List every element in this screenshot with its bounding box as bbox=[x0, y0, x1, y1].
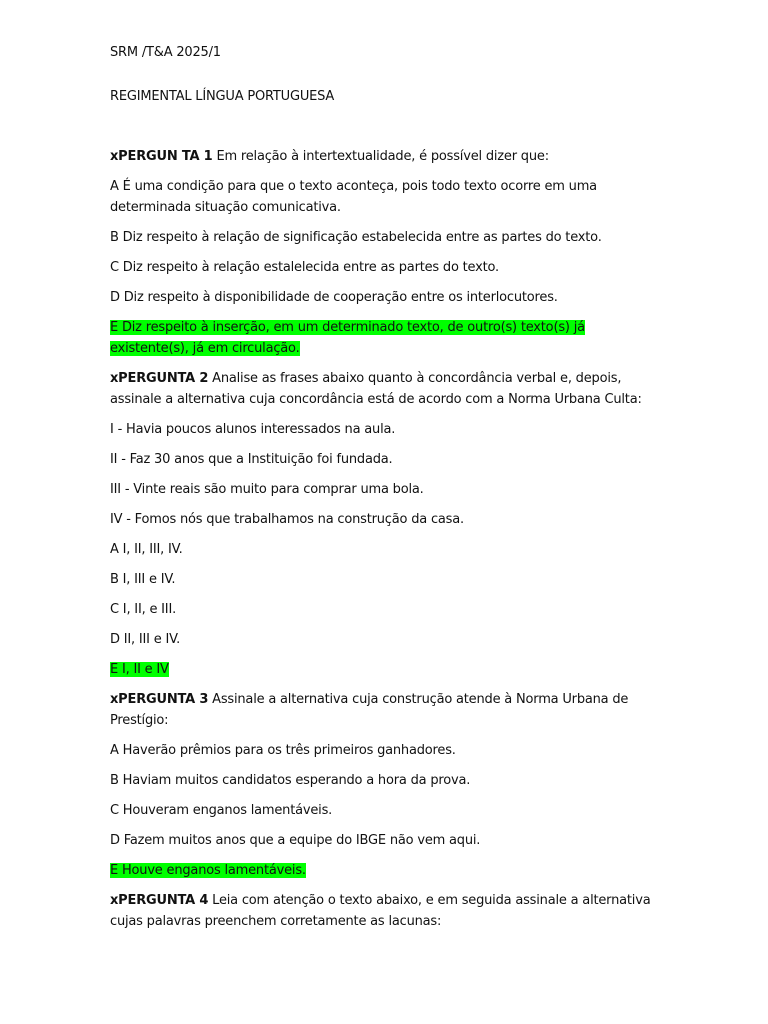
option-d: D Diz respeito à disponibilidade de cooperação entre os interlocutores. bbox=[110, 290, 558, 305]
question-prompt bbox=[110, 368, 662, 410]
option-d: D II, III e IV. bbox=[110, 632, 181, 647]
answer-highlight: E Diz respeito à inserção, em um determinado texto, de outro(s) texto(s) já existente(s), já em circulação. bbox=[110, 320, 585, 356]
option-c: C Houveram enganos lamentáveis. bbox=[110, 803, 333, 818]
question-prompt bbox=[110, 890, 662, 932]
answer-highlight: E I, II e IV bbox=[110, 662, 169, 677]
question-3 bbox=[110, 689, 662, 881]
option-d: D Fazem muitos anos que a equipe do IBGE não vem aqui. bbox=[110, 833, 481, 848]
spacer bbox=[110, 107, 662, 146]
option-c: C I, II, e III. bbox=[110, 602, 177, 617]
correct-answer bbox=[110, 317, 662, 359]
question-label: xPERGUNTA 4 bbox=[110, 893, 209, 908]
option-b: B I, III e IV. bbox=[110, 572, 176, 587]
question-label: xPERGUN TA 1 bbox=[110, 149, 213, 164]
correct-answer bbox=[110, 659, 662, 680]
option-c: C Diz respeito à relação estalelecida entre as partes do texto. bbox=[110, 260, 499, 275]
question-prompt bbox=[110, 689, 662, 731]
statement-iii: III - Vinte reais são muito para comprar uma bola. bbox=[110, 482, 424, 497]
question-label: xPERGUNTA 2 bbox=[110, 371, 209, 386]
statement-ii: II - Faz 30 anos que a Instituição foi fundada. bbox=[110, 452, 393, 467]
option-a: A I, II, III, IV. bbox=[110, 542, 183, 557]
question-text: Em relação à intertextualidade, é possível dizer que: bbox=[212, 149, 549, 164]
question-text: Leia com atenção o texto abaixo, e em seguida assinale a alternativa cujas palavras preenchem corretamente as lacunas: bbox=[110, 893, 651, 929]
question-text: Analise as frases abaixo quanto à concordância verbal e, depois, assinale a alternativa cuja concordância está de acordo com a Norma Urbana Culta: bbox=[110, 371, 642, 407]
option-b: B Haviam muitos candidatos esperando a hora da prova. bbox=[110, 773, 471, 788]
option-a: A Haverão prêmios para os três primeiros ganhadores. bbox=[110, 743, 456, 758]
statement-i: I - Havia poucos alunos interessados na aula. bbox=[110, 422, 396, 437]
option-b: B Diz respeito à relação de significação estabelecida entre as partes do texto. bbox=[110, 230, 602, 245]
question-4 bbox=[110, 890, 662, 932]
question-prompt bbox=[110, 146, 662, 167]
statement-iv: IV - Fomos nós que trabalhamos na construção da casa. bbox=[110, 512, 464, 527]
question-text: Assinale a alternativa cuja construção atende à Norma Urbana de Prestígio: bbox=[110, 692, 629, 728]
document-page bbox=[110, 42, 662, 941]
document-title: REGIMENTAL LÍNGUA PORTUGUESA bbox=[110, 89, 335, 104]
question-2 bbox=[110, 368, 662, 680]
question-1 bbox=[110, 146, 662, 359]
spacer bbox=[110, 63, 662, 86]
correct-answer bbox=[110, 860, 662, 881]
question-label: xPERGUNTA 3 bbox=[110, 692, 209, 707]
course-header: SRM /T&A 2025/1 bbox=[110, 45, 221, 60]
answer-highlight: E Houve enganos lamentáveis. bbox=[110, 863, 306, 878]
option-a: A É uma condição para que o texto aconteça, pois todo texto ocorre em uma determinada situação comunicativa. bbox=[110, 179, 597, 215]
